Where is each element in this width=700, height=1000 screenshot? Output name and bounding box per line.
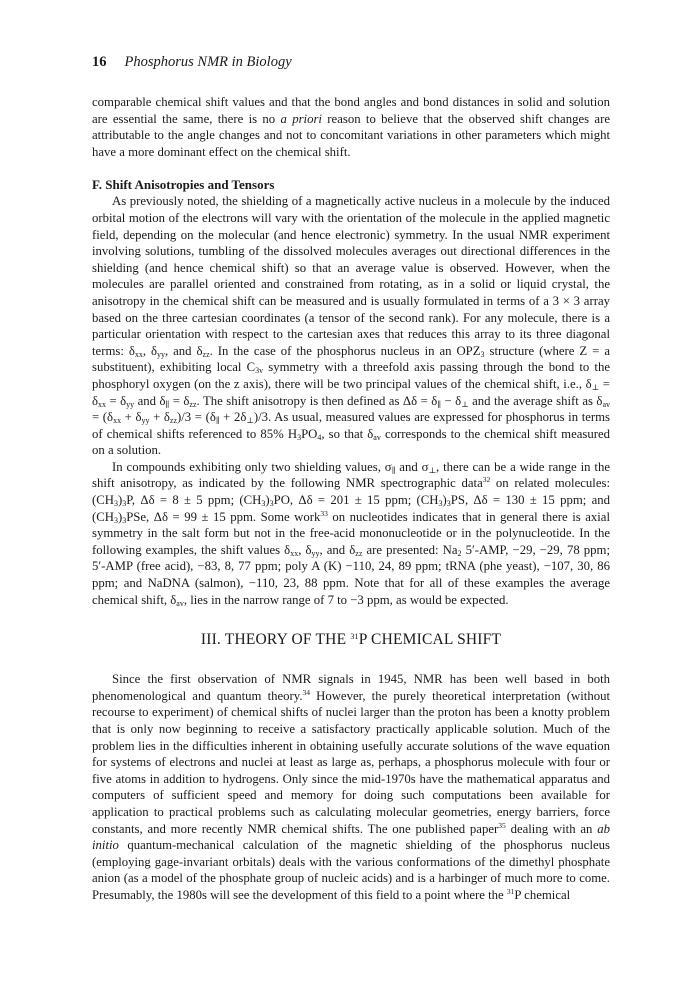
section-3-heading: III. THEORY OF THE $^{31}$P CHEMICAL SHIFT — [200, 631, 502, 649]
footnote-ref: 35 — [498, 820, 506, 830]
theory-paragraph: Since the first observation of NMR signals in 1945, NMR has been well based in both phenomenological and quantum theory.$^{34}$ However, the purely theoretical interpretation (without recourse to experiment) of chemical shifts of nuclei larger than the proton has been a knotty problem that is only now beginning to receive a satisfactory practically applicable solution. Much of the problem lies in the difficulties inherent in obtaining usefully accurate solutions of the wave equation for systems of electrons and nuclei at least as large as, perhaps, a phosphorus molecule with four or five atoms in addition to hydrogens. Only since the mid-1970s have the mathematical apparatus and computers of sufficient speed and memory for doing such computations been available for application to practical problems such as calculating molecular geometries, energy barriers, force constants, and more recently NMR chemical shifts. The one published paper$^{35}$ dealing with an ab initio quantum-mechanical calculation of the magnetic shielding of the phosphorus nucleus (employing gage-invariant orbitals) deals with the various conformations of the dimethyl phosphate anion (as a model of the phosphate group of nucleic acids) and is a harbinger of much more to come. Presumably, the 1980s will see the development of this field to a point where the $^{31}$P chemical — [92, 672, 610, 902]
footnote-ref: 34 — [302, 687, 311, 697]
shielding-examples-paragraph: In compounds exhibiting only two shielding values, $\sigma_\parallel$ and $\sigma_\perp$, there can be a wide range in the shift anisotropy, as indicated by the following NMR spectrographic data$^{32}$ on related molecules: $(CH_3)_3P$, Δδ = 8 ± 5 ppm; $(CH_3)_3PO$, Δδ = 201 ± 15 ppm; $(CH_3)_3PS$, Δδ = 130 ± 15 ppm; and $(CH_3)_3PSe$, Δδ = 99 ± 15 ppm. Some work$^{33}$ on nucleotides indicates that in general there is axial symmetry in the salt form but not in the free-acid mononucleotide or in the polynucleotide. In the following examples, the shift values $\delta_{xx}$, $\delta_{yy}$, and $\delta_{zz}$ are presented: $Na_2$ 5′-AMP, −29, −29, 78 ppm; 5′-AMP (free acid), −83, 8, 77 ppm; poly A (K) −110, 24, 89 ppm; tRNA (phe yeast), −107, 30, 86 ppm; and NaDNA (salmon), −110, 23, 88 ppm. Note that for all of these examples the average chemical shift, $\delta_{av}$, lies in the narrow range of 7 to −3 ppm, as would be expected. — [92, 459, 611, 608]
book-page — [92, 52, 610, 904]
running-header — [92, 52, 610, 72]
page-number: 16 — [92, 54, 107, 70]
anisotropy-paragraph: As previously noted, the shielding of a magnetically active nucleus in a molecule by the induced orbital motion of the electrons will vary with the orientation of the molecule in the applied magnetic field, depending on the molecular (and hence electronic) symmetry. In the usual NMR experiment involving solutions, tumbling of the dissolved molecules averages out directional differences in the shielding (and hence chemical shift) so that an average value is observed. However, when the molecules are parallel oriented and constrained from rotating, as in a solid or liquid crystal, the anisotropy in the chemical shift can be measured and is usually formulated in terms of a 3 × 3 array based on the three cartesian coordinates (a tensor of the second rank). For any molecule, there is a particular orientation with respect to the cartesian axes that reduces this array to its three diagonal terms: $\delta_{xx}$, $\delta_{yy}$, and $\delta_{zz}$. In the case of the phosphorus nucleus in an $OPZ_3$ structure (where Z = a substituent), exhibiting local $C_{3v}$ symmetry with a threefold axis passing through the bond to the phosphoryl oxygen (on the z axis), there will be two principal values of the chemical shift, i.e., $\delta_\perp = \delta_{xx} = \delta_{yy}$ and $\delta_\parallel = \delta_{zz}$. The shift anisotropy is then defined as $\Delta\delta = \delta_\parallel - \delta_\perp$ and the average shift as $\delta_{av} = (\delta_{xx} + \delta_{yy} + \delta_{zz})/3 = (\delta_\parallel + 2\delta_\perp)/3$. As usual, measured values are expressed for phosphorus in terms of chemical shifts referenced to 85% $H_3PO_4$, so that $\delta_{av}$ corresponds to the chemical shift measured on a solution. — [92, 194, 611, 458]
running-title: Phosphorus NMR in Biology — [124, 54, 292, 70]
footnote-ref: 32 — [482, 475, 491, 485]
continuation-paragraph: comparable chemical shift values and that the bond angles and bond distances in solid and solution are essential the same, there is no a priori reason to believe that the observed shift changes are attributable to the angle changes and not to concomitant variations in other parameters which might have a more dominant effect on the chemical shift. — [92, 95, 610, 159]
superscript: 31 — [506, 886, 515, 896]
section-f-heading: F. Shift Anisotropies and Tensors — [92, 177, 275, 193]
footnote-ref: 33 — [320, 508, 328, 518]
